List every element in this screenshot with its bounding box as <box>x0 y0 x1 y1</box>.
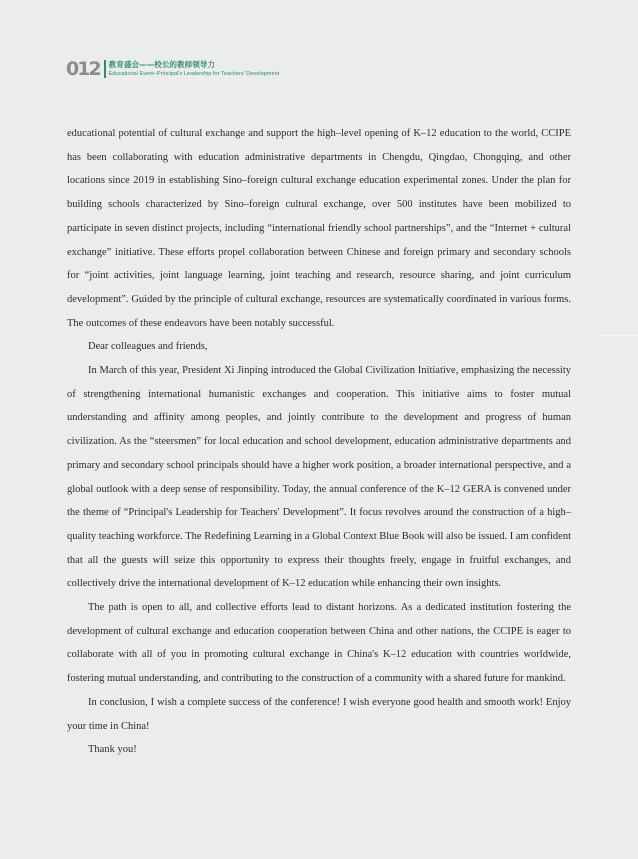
header-title-english: Educational Event–Principal's Leadership for Teachers' Development <box>108 71 280 77</box>
page-edge-mark <box>598 335 638 336</box>
paragraph-continuation: educational potential of cultural exchange and support the high–level opening of K–12 education to the world, CCIPE has been collaborating with education administrative departments in Chengdu, Qingdao, Chongqing, and other locations since 2019 in establishing Sino–foreign cultural exchange education experimental zones. Under the plan for building schools characterized by Sino–foreign cultural exchange, over 500 institutes have been mobilized to participate in seven distinct projects, including “international friendly school partnerships”, and the “Internet + cultural exchange” initiative. These efforts propel collaboration between Chinese and foreign primary and secondary schools for “joint activities, joint language learning, joint teaching and research, resource sharing, and joint curriculum development”. Guided by the principle of cultural exchange, resources are systematically coordinated in various forms. The outcomes of these endeavors have been notably successful. <box>67 128 571 329</box>
paragraph-salutation: Dear colleagues and friends, <box>88 341 208 353</box>
header-divider <box>104 60 106 78</box>
page-number: 012 <box>66 58 100 80</box>
running-header <box>66 56 279 82</box>
body-text <box>67 122 571 762</box>
paragraph-collaboration: The path is open to all, and collective efforts lead to distant horizons. As a dedicated institution fostering the development of cultural exchange and education cooperation between China and other nations, the CCIPE is eager to collaborate with all of you in promoting cultural exchange in China's K–12 education with countries worldwide, fostering mutual understanding, and contributing to the construction of a community with a shared future for mankind. <box>67 602 571 685</box>
header-title-chinese: 教育盛会——校长的教师领导力 <box>108 60 215 69</box>
header-titles <box>109 60 280 78</box>
paragraph-thanks: Thank you! <box>88 744 137 756</box>
paragraph-conclusion: In conclusion, I wish a complete success of the conference! I wish everyone good health and smooth work! Enjoy your time in China! <box>67 696 571 732</box>
paragraph-initiative: In March of this year, President Xi Jinping introduced the Global Civilization Initiative, emphasizing the necessity of strengthening international humanistic exchanges and cooperation. This initiative aims to foster mutual understanding and affinity among peoples, and jointly contribute to the development and progress of human civilization. As the “steersmen” for local education and school development, education administrative departments and primary and secondary school principals should have a higher work position, a broader international perspective, and a global outlook with a deep sense of responsibility. Today, the annual conference of the K–12 GERA is convened under the theme of “Principal's Leadership for Teachers' Development”. It focus revolves around the construction of a high–quality teaching workforce. The Redefining Learning in a Global Context Blue Book will also be issued. I am confident that all the guests will seize this opportunity to express their thoughts freely, engage in fruitful exchanges, and collectively drive the international development of K–12 education while enhancing their own insights. <box>67 365 571 590</box>
